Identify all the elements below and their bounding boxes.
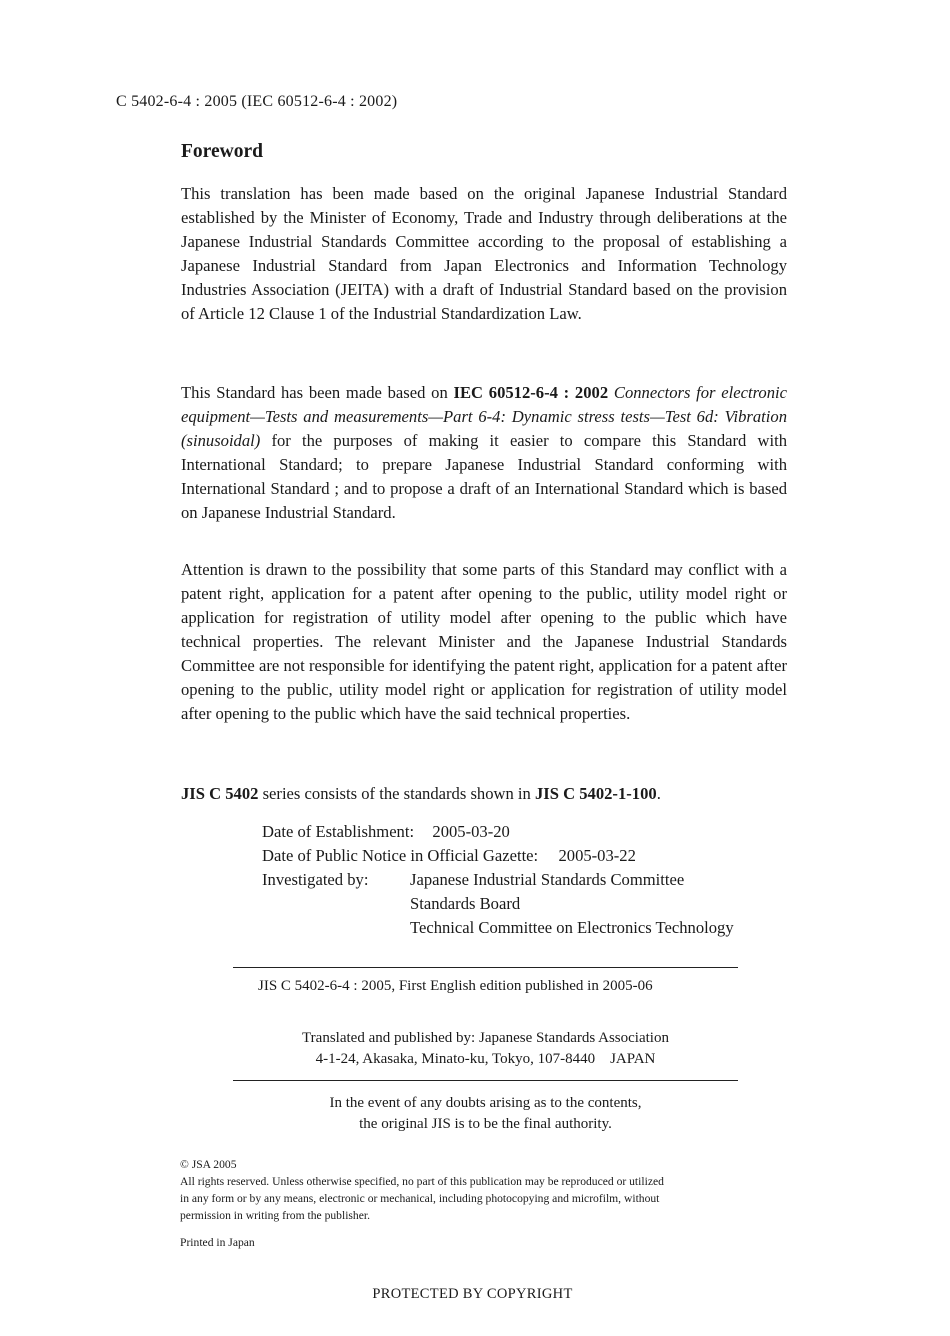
running-header: C 5402-6-4 : 2005 (IEC 60512-6-4 : 2002)	[116, 93, 398, 110]
rights-line-2: in any form or by any means, electronic or mechanical, including photocopying and microfilm, without	[180, 1192, 660, 1205]
p4-end: .	[656, 784, 661, 803]
p2-standard-title: Connectors for electronic equipment—Tests and measurements—Part 6-4: Dynamic stress tests—Test 6d: Vibration (sinusoidal)	[181, 383, 787, 450]
foreword-paragraph-1: This translation has been made based on the original Japanese Industrial Standard established by the Minister of Economy, Trade and Industry through deliberations at the Japanese Industrial Standards Committee according to the proposal of establishing a Japanese Industrial Standard from Japan Electronics and Information Technology Industries Association (JEITA) with a draft of Industrial Standard based on the provision of Article 12 Clause 1 of the Industrial Standardization Law.	[181, 184, 787, 323]
printed-in: Printed in Japan	[180, 1236, 255, 1249]
establishment-label: Date of Establishment:	[262, 822, 415, 841]
p2-standard-ref: IEC 60512-6-4 : 2002	[453, 383, 609, 402]
p4-mid: series consists of the standards shown in	[258, 784, 535, 803]
notice-date: 2005-03-22	[558, 846, 636, 865]
establishment-date: 2005-03-20	[432, 822, 510, 841]
publisher-line-2: 4-1-24, Akasaka, Minato-ku, Tokyo, 107-8440 JAPAN	[315, 1051, 656, 1067]
investigated-line-1: Japanese Industrial Standards Committee	[410, 870, 685, 889]
p4-index-ref: JIS C 5402-1-100	[534, 784, 657, 803]
authority-line-2: the original JIS is to be the final authority.	[359, 1116, 612, 1132]
page-footer: PROTECTED BY COPYRIGHT	[372, 1286, 573, 1302]
rights-line-3: permission in writing from the publisher.	[180, 1209, 370, 1222]
copyright-notice: © JSA 2005	[180, 1158, 237, 1171]
foreword-paragraph-2	[181, 381, 787, 525]
foreword-paragraph-4	[181, 782, 787, 806]
publisher-line-1: Translated and published by: Japanese Standards Association	[302, 1030, 669, 1046]
edition-line: JIS C 5402-6-4 : 2005, First English edition published in 2005-06	[258, 978, 653, 994]
rule-bottom	[233, 1080, 738, 1081]
investigated-line-3: Technical Committee on Electronics Technology	[410, 918, 734, 937]
rule-top	[233, 967, 738, 968]
foreword-heading: Foreword	[181, 141, 263, 162]
foreword-paragraph-3: Attention is drawn to the possibility that some parts of this Standard may conflict with a patent right, application for a patent after opening to the public, utility model right or application for registration of utility model after opening to the public which have technical properties. The relevant Minister and the Japanese Industrial Standards Committee are not responsible for identifying the patent right, application for a patent after opening to the public, utility model right or application for registration of utility model after opening to the public which have the said technical properties.	[181, 560, 787, 723]
p2-start: This Standard has been made based on	[181, 383, 454, 402]
p2-end: for the purposes of making it easier to compare this Standard with International Standard; to prepare Japanese Industrial Standard conforming with International Standard ; and to propose a draft of an International Standard which is based on Japanese Industrial Standard.	[181, 431, 787, 522]
investigated-label: Investigated by:	[262, 870, 369, 889]
notice-label: Date of Public Notice in Official Gazette:	[262, 846, 539, 865]
rights-line-1: All rights reserved. Unless otherwise specified, no part of this publication may be reproduced or utilized	[180, 1175, 664, 1188]
p4-series-ref: JIS C 5402	[181, 784, 259, 803]
investigated-line-2: Standards Board	[410, 894, 521, 913]
authority-line-1: In the event of any doubts arising as to the contents,	[329, 1095, 642, 1111]
